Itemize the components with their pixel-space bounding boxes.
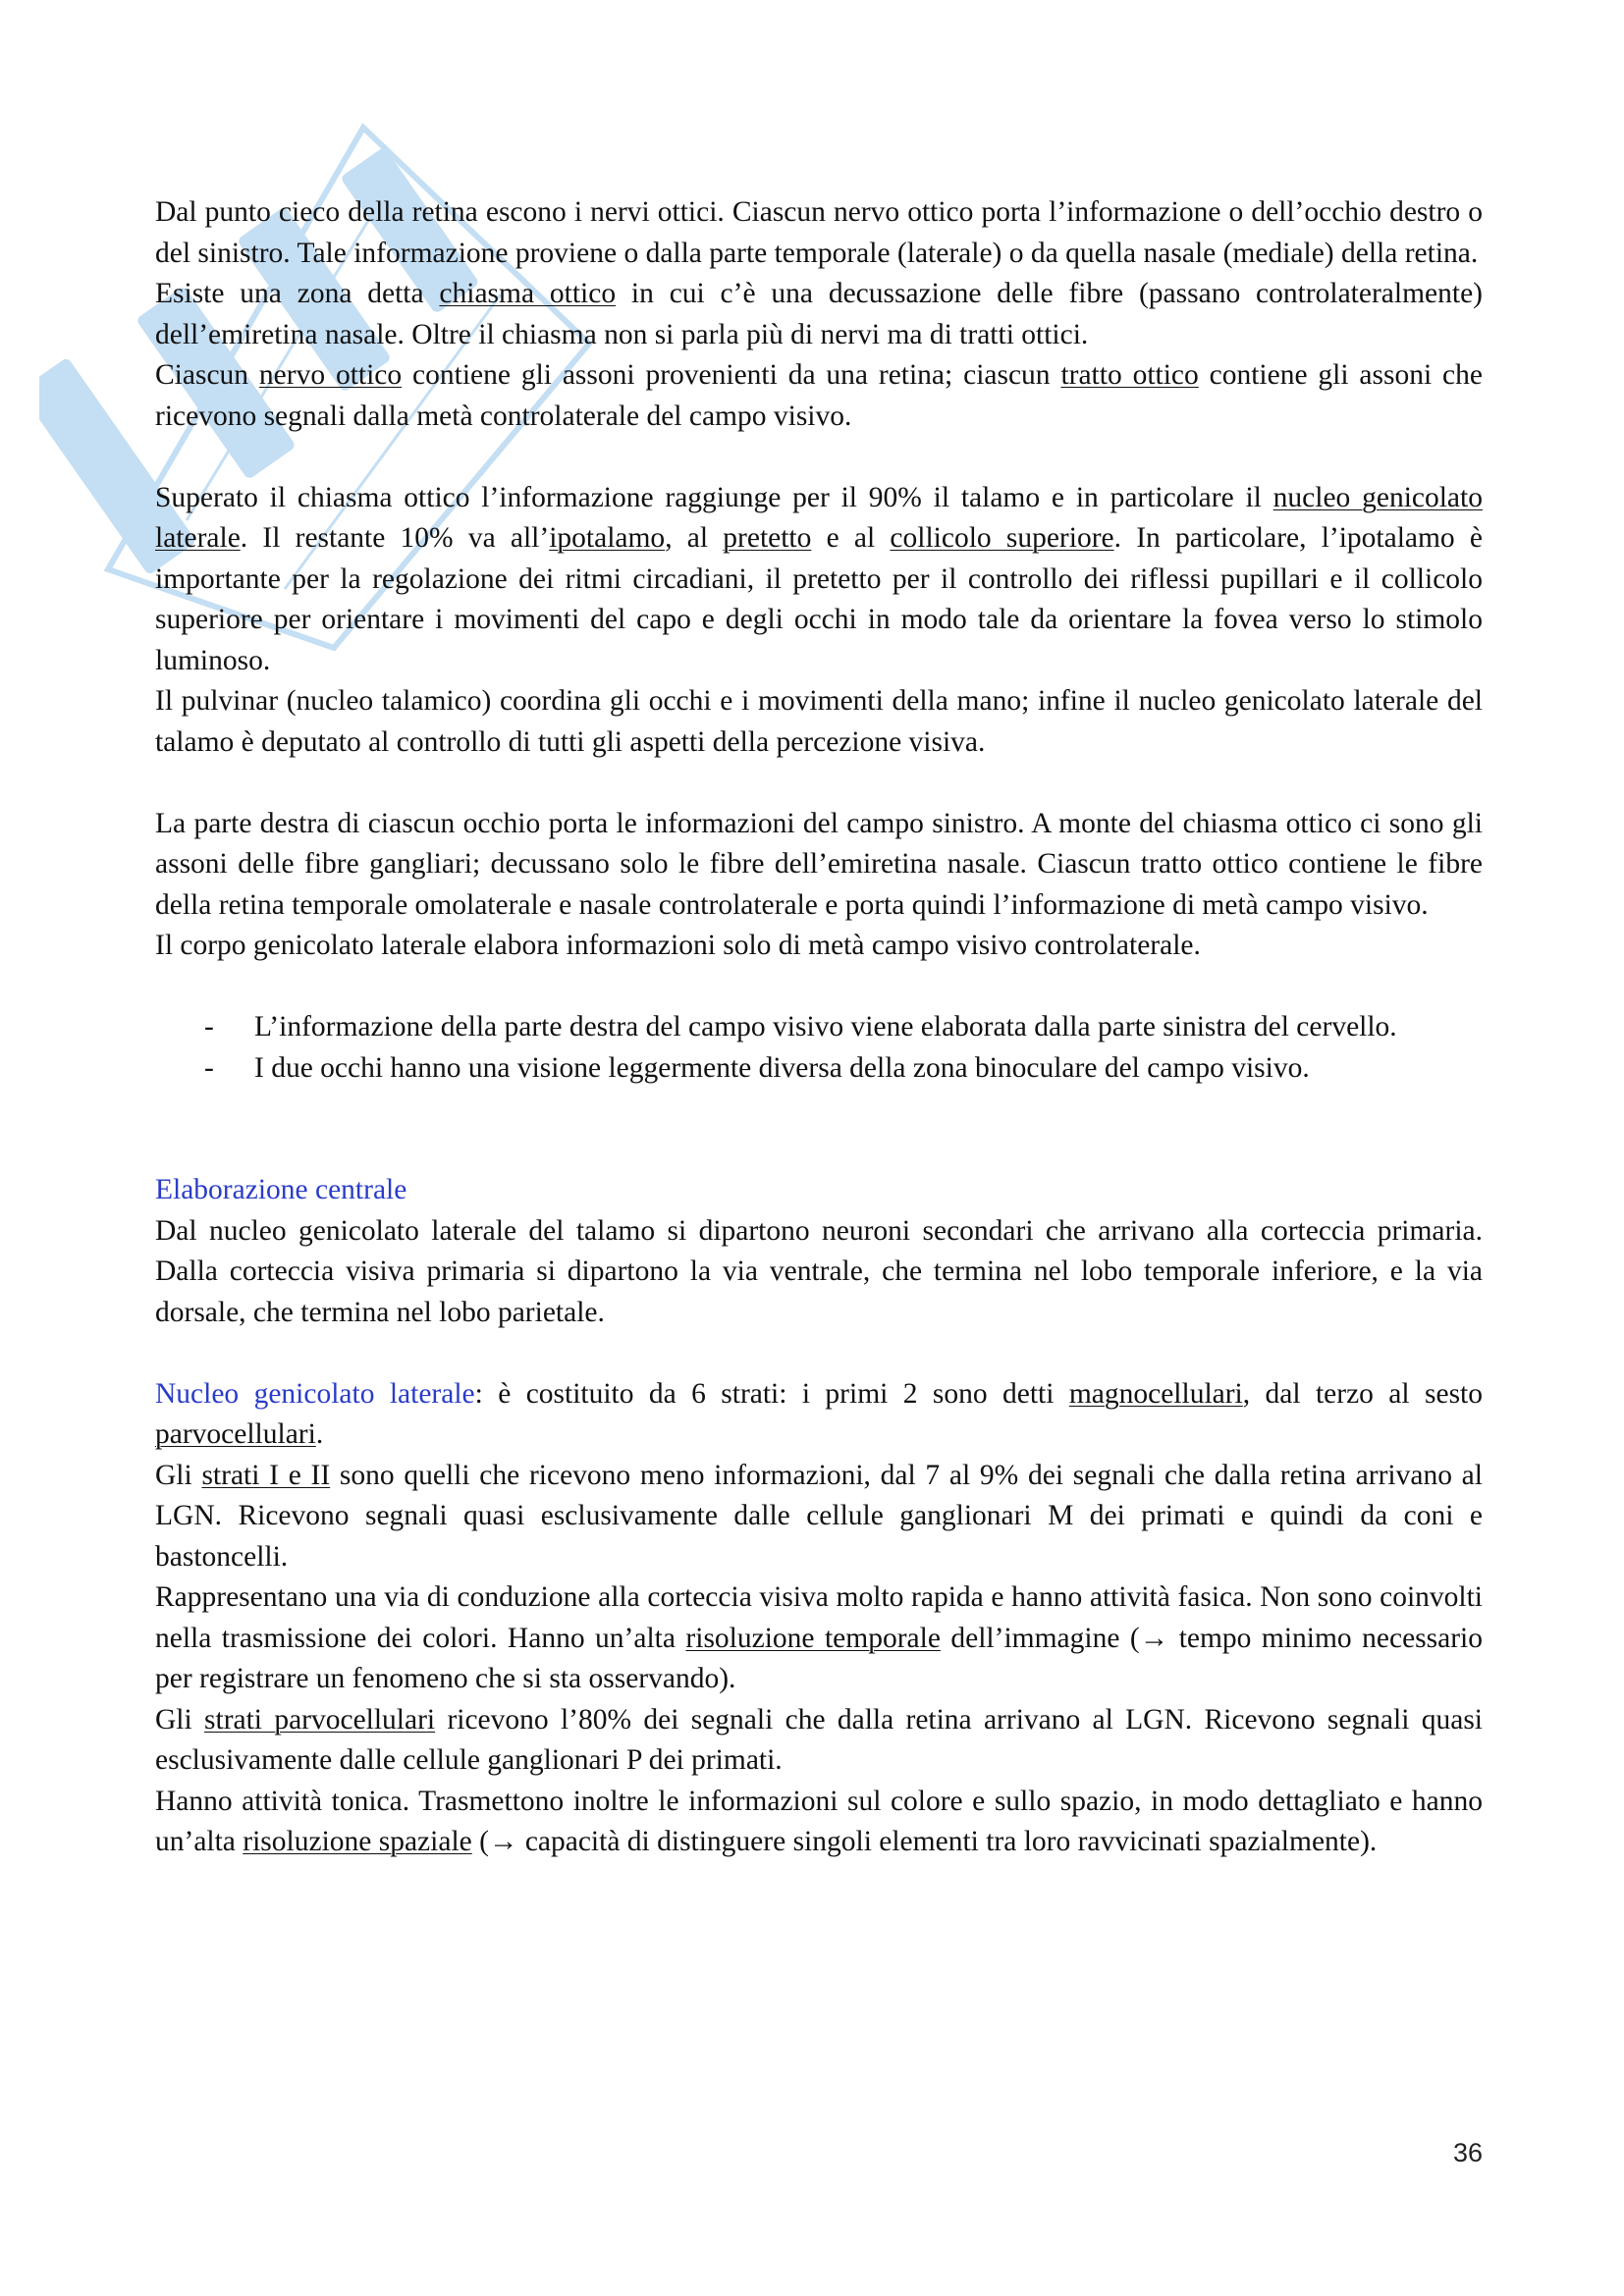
list-item xyxy=(155,1007,1483,1048)
text-run: Superato il chiasma ottico l’informazione raggiunge per il 90% il talamo e in particolare il xyxy=(155,481,1273,513)
paragraph-text: Dal punto cieco della retina escono i nervi ottici. Ciascun nervo ottico porta l’informazione o dell’occhio destro o del sinistro. Tale informazione proviene o dalla parte temporale (laterale) o da quella nasale (mediale) della retina. xyxy=(155,196,1483,269)
term-strati-i-ii: strati I e II xyxy=(201,1459,331,1491)
dash-bullet: - xyxy=(204,1011,214,1042)
text-run: Gli xyxy=(155,1459,202,1491)
text-run: capacità di distinguere singoli elementi tra loro ravvicinati spazialmente). xyxy=(517,1826,1378,1857)
text-run: . Il restante 10% va all’ xyxy=(240,522,550,554)
spacer xyxy=(155,1089,1483,1170)
term-nucleo-genicolato-laterale: nucleo genicolato laterale xyxy=(155,481,1483,554)
dash-bullet: - xyxy=(204,1051,214,1084)
text-run: Gli xyxy=(155,1703,205,1735)
document-body xyxy=(155,192,1483,1863)
text-run: . xyxy=(315,1418,324,1450)
paragraph-optic-nerves xyxy=(155,192,1483,274)
text-run: Hanno attività tonica. Trasmettono inoltre le informazioni sul colore e sullo spazio, in modo dettagliato e hanno un’alta xyxy=(155,1785,1483,1857)
text-run: contiene gli assoni provenienti da una retina; ciascun xyxy=(402,359,1061,391)
spacer xyxy=(155,967,1483,1008)
paragraph-pulvinar: Il pulvinar (nucleo talamico) coordina gli occhi e i movimenti della mano; infine il nucleo genicolato laterale del talamo è deputato al controllo di tutti gli aspetti della percezione visiva. xyxy=(155,685,1483,758)
text-run: contiene gli assoni che ricevono segnali dalla metà controlaterale del campo visivo. xyxy=(155,359,1483,432)
spacer xyxy=(155,1333,1483,1374)
text-run: Esiste una zona detta xyxy=(155,278,440,309)
text-run: . In particolare, l’ipotalamo è importante per la regolazione dei ritmi circadiani, il pretetto per il controllo dei riflessi pupillari e il collicolo superiore per orientare i movimenti del capo e degli occhi in modo tale da orientare la fovea verso lo stimolo luminoso. xyxy=(155,522,1483,676)
term-magnocellulari: magnocellulari xyxy=(1068,1377,1243,1410)
text-run: ricevono l’80% dei segnali che dalla retina arrivano al LGN. Ricevono segnali quasi esclusivamente dalle cellule ganglionari P dei primati. xyxy=(155,1703,1483,1776)
paragraph-visual-field: La parte destra di ciascun occhio porta le informazioni del campo sinistro. A monte del chiasma ottico ci sono gli assoni delle fibre gangliari; decussano solo le fibre dell’emiretina nasale. Ciascun tratto ottico contiene le fibre della retina temporale omolaterale e nasale controlaterale e porta quindi l’informazione di metà campo visivo. xyxy=(155,807,1483,921)
paragraph-parvo-properties xyxy=(155,1782,1483,1863)
list-item-text: I due occhi hanno una visione leggermente diversa della zona binoculare del campo visivo. xyxy=(254,1051,1310,1084)
spacer xyxy=(155,437,1483,478)
term-collicolo-superiore: collicolo superiore xyxy=(890,522,1114,554)
spacer xyxy=(155,763,1483,804)
paragraph-parvo-layers xyxy=(155,1700,1483,1782)
paragraph-thalamus xyxy=(155,478,1483,682)
paragraph-chiasm xyxy=(155,274,1483,355)
text-run: sono quelli che ricevono meno informazioni, dal 7 al 9% dei segnali che dalla retina arrivano al LGN. Ricevono segnali quasi esclusivamente dalle cellule ganglionari M dei primati e quindi da coni e bastoncelli. xyxy=(155,1459,1483,1573)
paragraph-magno-properties xyxy=(155,1577,1483,1700)
text-run: Rappresentano una via di conduzione alla corteccia visiva molto rapida e hanno attività fasica. Non sono coinvolti nella trasmissione dei colori. Hanno un’alta xyxy=(155,1581,1483,1654)
term-risoluzione-temporale: risoluzione temporale xyxy=(685,1622,941,1654)
text-run: Ciascun xyxy=(155,359,259,391)
text-run: e al xyxy=(811,522,891,554)
bullet-list xyxy=(155,1007,1483,1089)
text-run: dell’immagine ( xyxy=(940,1622,1140,1654)
list-item-text: L’informazione della parte destra del campo visivo viene elaborata dalla parte sinistra del cervello. xyxy=(254,1011,1397,1042)
paragraph-lgn-layers xyxy=(155,1374,1483,1456)
section-heading: Elaborazione centrale xyxy=(155,1174,407,1205)
page-number: 36 xyxy=(1452,2138,1483,2167)
paragraph-nerve-tract xyxy=(155,355,1483,437)
term-parvocellulari: parvocellulari xyxy=(155,1418,316,1450)
lgn-label: Nucleo genicolato laterale xyxy=(155,1377,475,1410)
term-tratto-ottico: tratto ottico xyxy=(1060,359,1199,391)
term-pretetto: pretetto xyxy=(723,522,812,554)
text-run: : è costituito da 6 strati: i primi 2 sono detti xyxy=(474,1377,1069,1410)
term-ipotalamo: ipotalamo xyxy=(549,522,666,554)
text-run: tempo minimo necessario per registrare un fenomeno che si sta osservando). xyxy=(155,1622,1484,1694)
paragraph-lateral-geniculate: Il corpo genicolato laterale elabora informazioni solo di metà campo visivo controlaterale. xyxy=(155,930,1201,961)
term-nervo-ottico: nervo ottico xyxy=(258,359,403,391)
paragraph-layers-1-2 xyxy=(155,1456,1483,1578)
text-run: , dal terzo al sesto xyxy=(1242,1377,1483,1410)
text-run: , al xyxy=(665,522,724,554)
paragraph-central-processing: Dal nucleo genicolato laterale del talamo si dipartono neuroni secondari che arrivano alla corteccia primaria. Dalla corteccia visiva primaria si dipartono la via ventrale, che termina nel lobo temporale inferiore, e la via dorsale, che termina nel lobo parietale. xyxy=(155,1214,1483,1328)
list-item xyxy=(155,1048,1483,1090)
text-run: ( xyxy=(471,1826,489,1857)
term-strati-parvocellulari: strati parvocellulari xyxy=(204,1703,436,1735)
text-run: in cui c’è una decussazione delle fibre (passano controlateralmente) dell’emiretina nasale. Oltre il chiasma non si parla più di nervi ma di tratti ottici. xyxy=(155,278,1483,350)
term-chiasma-ottico: chiasma ottico xyxy=(439,278,617,309)
arrow-right-icon: → xyxy=(1139,1622,1169,1654)
term-risoluzione-spaziale: risoluzione spaziale xyxy=(243,1826,472,1857)
arrow-right-icon: → xyxy=(488,1826,518,1857)
